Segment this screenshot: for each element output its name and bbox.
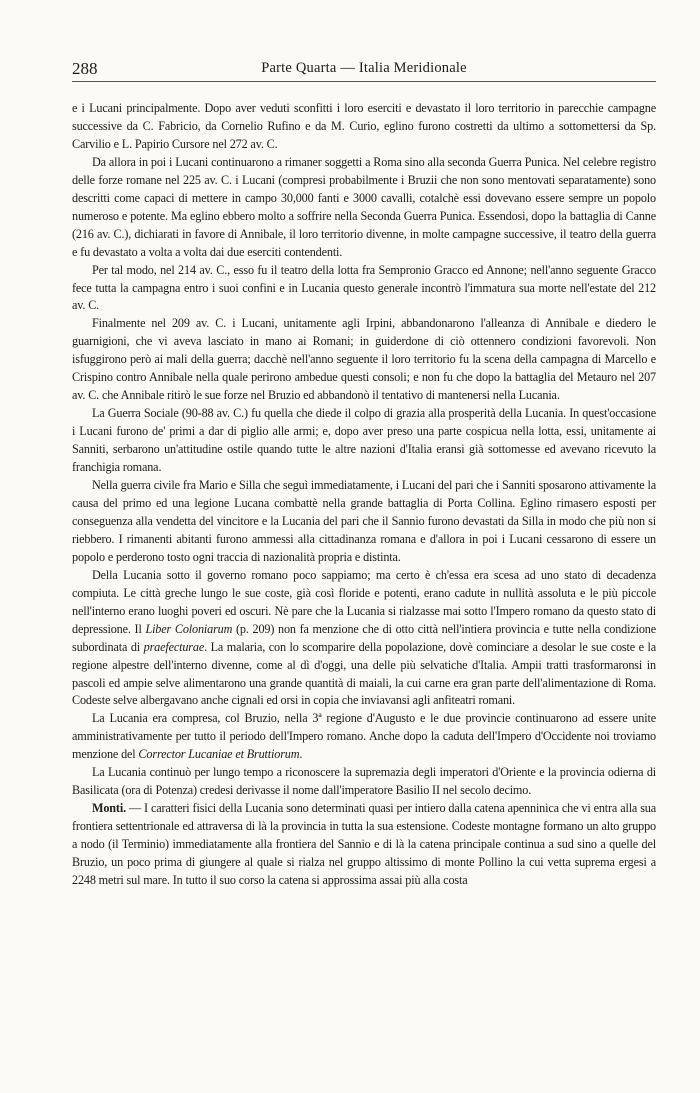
paragraph [72,567,656,711]
paragraph: Per tal modo, nel 214 av. C., esso fu il teatro della lotta fra Sempronio Gracco ed Annone; nell'anno seguente Gracco fece tutta la campagna entro i suoi confini e in Lucania questo generale incontrò l'immatura sua morte nell'estate del 212 av. C. [72,262,656,313]
paragraph [72,710,656,764]
paragraph [72,800,656,890]
paragraph: La Lucania continuò per lungo tempo a riconoscere la supremazia degli imperatori d'Oriente e la provincia odierna di Basilicata (ora di Potenza) credesi derivasse il nome dall'imperatore Basilio II nel secolo decimo. [72,765,656,798]
paragraph: e i Lucani principalmente. Dopo aver veduti sconfitti i loro eserciti e devastato il loro territorio in parecchie campagne successive da C. Fabricio, da Cornelio Rufino e da M. Curio, eglino furono costretti da ultimo a sottomettersi da Sp. Carvilio e L. Papirio Cursore nel 272 av. C. [72,101,656,151]
paragraph: Da allora in poi i Lucani continuarono a rimaner soggetti a Roma sino alla seconda Guerra Punica. Nel celebre registro delle forze romane nel 225 av. C. i Lucani (compresi probabilmente i Bruzii che non sono mentovati separatamente) sono descritti come capaci di mettere in campo 30,000 fanti e 3000 cavalli, cotalchè essi dovevano essere sempre un popolo numeroso e potente. Ma eglino ebbero molto a soffrire nella Seconda Guerra Punica. Essendosi, dopo la battaglia di Canne (216 av. C.), dichiarati in favore di Annibale, il loro territorio divenne, in molte campagne successive, il teatro della guerra e fu devastato a volta a volta dai due eserciti contendenti. [72,154,656,259]
page-number: 288 [72,59,98,78]
text-run: Della Lucania sotto il governo romano poco sappiamo; ma certo è ch'essa era scesa ad uno stato di decadenza compiuta. Le città greche lungo le sue coste, già così floride e potenti, erano cadute in nullità assoluta e le più piccole nell'interno erano luoghi poveri ed oscuri. Nè pare che la Lucania si rialzasse mai sotto l'Impero romano da questo stato di depressione. Il [72,567,656,636]
body-text [72,100,656,890]
italic-title: Corrector Lucaniae et Bruttiorum [138,747,300,762]
italic-title: Liber Coloniarum [145,621,233,636]
paragraph: La Guerra Sociale (90-88 av. C.) fu quella che diede il colpo di grazia alla prosperità della Lucania. In quest'occasione i Lucani furono de' primi a dar di piglio alle armi; e, dopo aver preso una parte cospicua nella lotta, essi, unitamente ai Sanniti, serbarono un'attitudine ostile quando tutte le altre nazioni d'Italia eransi già sottomesse ed avevano ricevuto la franchigia romana. [72,406,656,475]
paragraph: Finalmente nel 209 av. C. i Lucani, unitamente agli Irpini, abbandonarono l'alleanza di Annibale e diedero le guarnigioni, che vi aveva lasciato in mano ai Romani; in guiderdone di ciò ottennero condizioni favorevoli. Non isfuggirono però ai mali della guerra; dacchè nell'anno seguente il loro territorio fu la scena della campagna di Marcello e Crispino contro Annibale nella quale perirono ambedue questi consoli; e non fu che dopo la battaglia del Metauro nel 207 av. C. che Annibale ritirò le sue forze nel Bruzio ed abbandonò il tentativo di mantenersi nella Lucania. [72,316,656,403]
text-run: La Lucania era compresa, col Bruzio, nella 3ª regione d'Augusto e le due provincie continuarono ad essere unite amministrativamente per tutto il periodo dell'Impero romano. Anche dopo la caduta dell'Impero d'Occidente noi troviamo menzione del [72,711,656,762]
italic-term: praefecturae [143,639,205,654]
section-heading: Monti. [92,801,126,816]
text-run: (p. 209) non fa menzione che di otto città nell'intiera provincia e tutte nella condizione subordinata di [72,621,656,654]
running-title: Parte Quarta — Italia Meridionale [261,60,467,76]
text-run: . La malaria, con lo scomparire della popolazione, dovè cominciare a desolar le sue coste e la regione alpestre dell'interno divenne, come al dì d'oggi, una delle più selvatiche d'Italia. Ampii tratti trasformaronsi in pascoli ed ampie selve alimentarono una grande quantità di maiali, la cui carne era gran parte dell'alimentazione di Roma. Codeste selve albergavano anche cignali ed orsi in copia che inviavansi agli anfiteatri romani. [72,639,656,708]
text-run: — I caratteri fisici della Lucania sono determinati quasi per intiero dalla catena apenninica che vi entra alla sua frontiera settentrionale ed attraversa di là la provincia in tutta la sua estensione. Codeste montagne formano un alto gruppo a nodo (il Terminio) immediatamente alla frontiera del Sannio e di là la catena principale continua a sud sino a quelle del Bruzio, un poco prima di giungere al quale si rialza nel gruppo altissimo di monte Pollino la cui vetta suprema ergesi a 2248 metri sul mare. In tutto il suo corso la catena si approssima assai più alla costa [72,801,656,887]
text-run: . [299,747,303,762]
page-header [72,55,656,82]
paragraph: Nella guerra civile fra Mario e Silla che seguì immediatamente, i Lucani del pari che i Sanniti sposarono attivamente la causa del primo ed una legione Lucana combattè nella grande battaglia di Porta Collina. Eglino rimasero esposti per conseguenza alla vendetta del vincitore e la Lucania del pari che il Sannio furono devastati da Silla in modo che più non si riebbero. I rimanenti abitanti furono ammessi alla cittadinanza romana e d'allora in poi i Lucani cessarono di essere un popolo e perderono tosto ogni traccia di nazionalità propria e distinta. [72,478,656,564]
